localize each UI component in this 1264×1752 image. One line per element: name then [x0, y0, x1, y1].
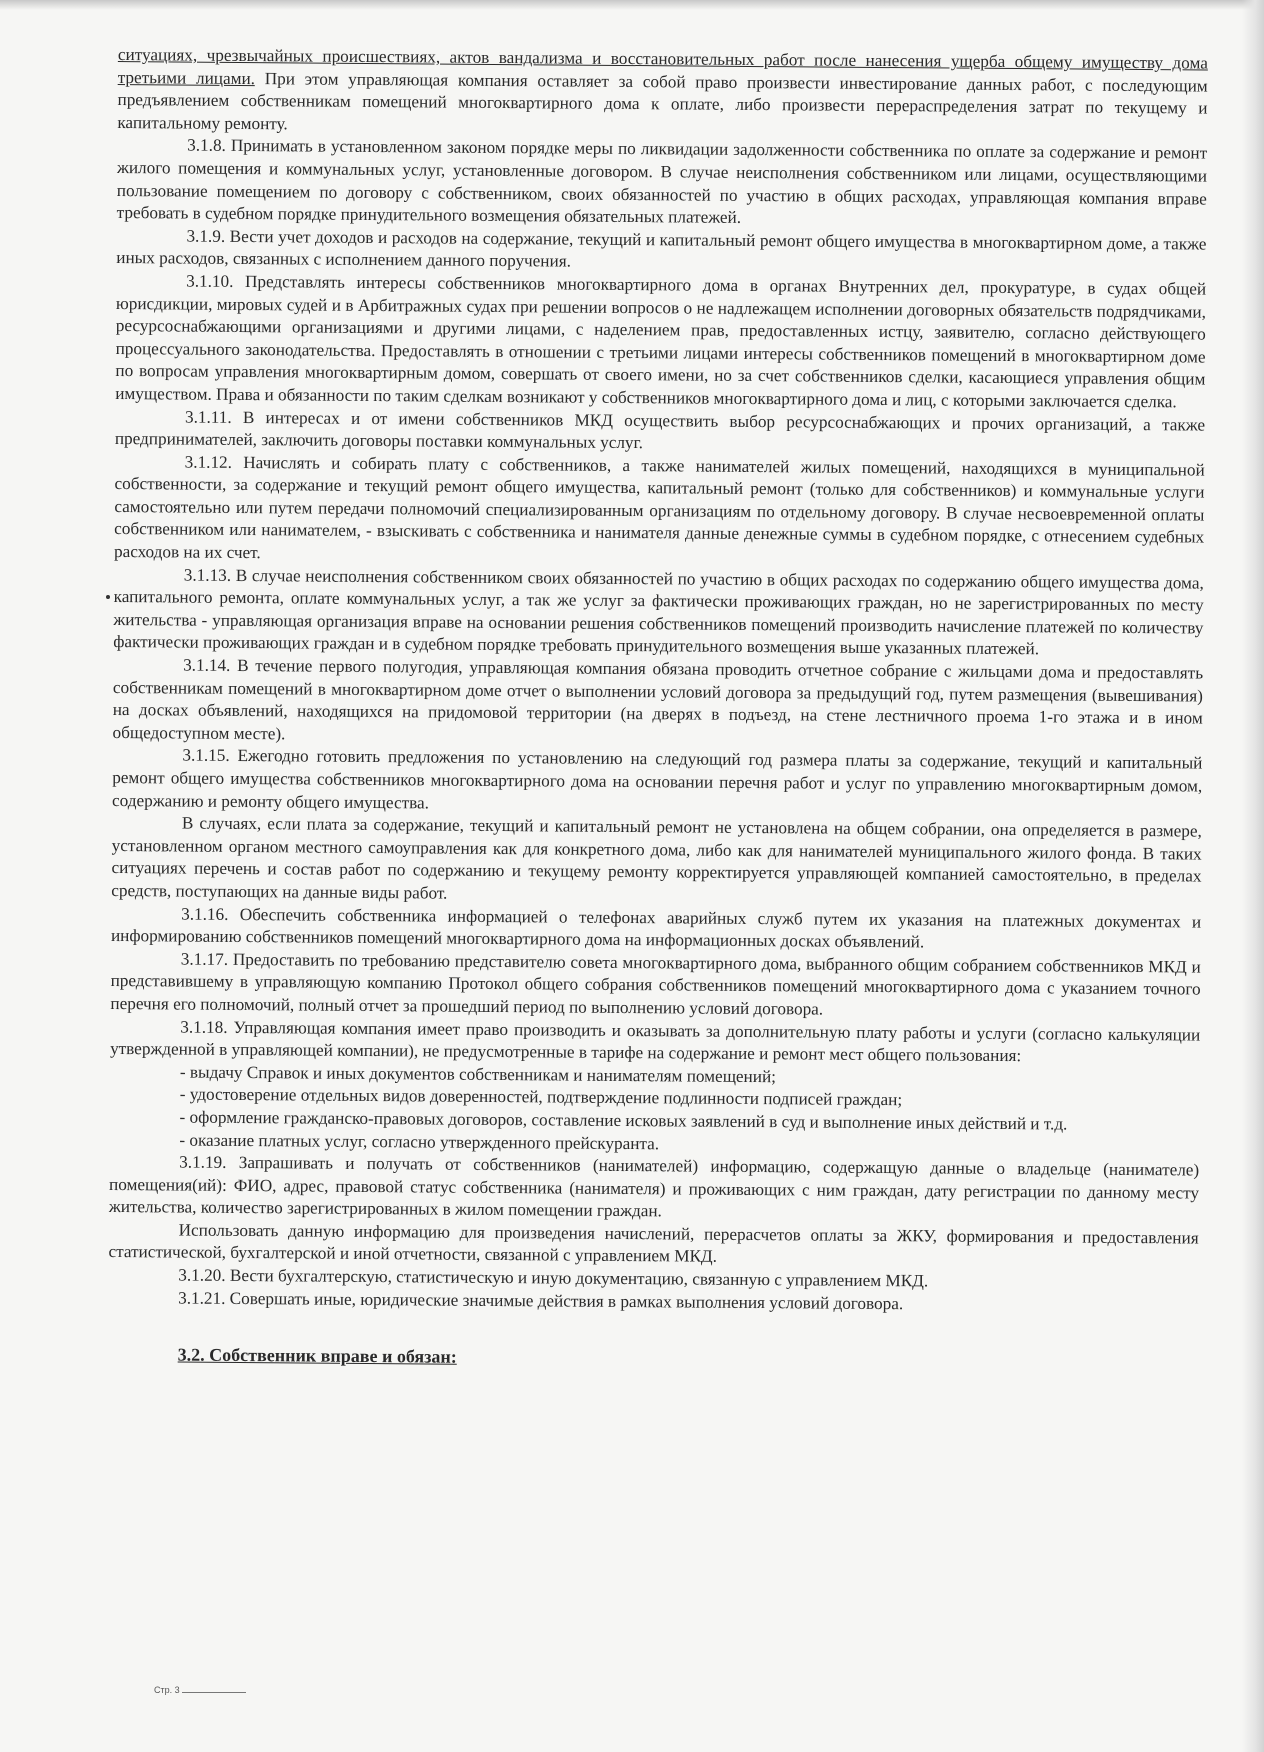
paragraph-continuation [117, 44, 1208, 143]
clause-3-1-16: 3.1.16. Обеспечить собственника информацией о телефонах аварийных служб путем их указания на платежных документах и информированию собственников помещений многоквартирного дома на информационных досках объявлений. [110, 904, 1202, 952]
clause-3-1-12: 3.1.12. Начислять и собирать плату с собственников, а также нанимателей жилых помещений, находящихся в муниципальной собственности, за содержание и текущий ремонт общего имущества, капитальный ремонт (только для собственников) и коммунальные услуги самостоятельно или путем передачи полномочий специализированным организациям по отдельному договору. В случае несвоевременной оплаты собственником или нанимателем, - взыскивать с собственника и нанимателя данные денежные суммы в судебном порядке, с отнесением судебных расходов на их счет. [113, 452, 1205, 563]
clause-3-1-19: 3.1.19. Запрашивать и получать от собственников (нанимателей) информацию, содержащую данные о владельце (нанимателе) помещения(ий): ФИО, адрес, правовой статус собственника (нанимателя) и проживающих с ним граждан, дату регистрации по данному месту жительства, количество зарегистрированных в жилом помещении граждан. [108, 1152, 1200, 1221]
page-number-blank-line [182, 1692, 246, 1693]
underlined-text: ситуациях, чрезвычайных происшествиях, актов вандализма и восстановительных работ после нанесения ущерба общему имуществу дома третьими лицами. [117, 44, 1208, 88]
page-fold-shadow [1242, 0, 1264, 1752]
list-item: - удостоверение отдельных видов доверенностей, подтверждение подлинности подписей граждан; [179, 1084, 903, 1110]
document-body [108, 44, 1208, 1374]
list-item: - выдачу Справок и иных документов собственникам и нанимателям помещений; [179, 1062, 777, 1086]
clause-3-1-13: 3.1.13. В случае неисполнения собственником своих обязанностей по участию в общих расходах по содержанию общего имущества дома, капитального ремонта, оплате коммунальных услуг, а так же услуг за фактически проживающих граждан, но не зарегистрированных по месту жительства - управляющая организация вправе на основании решения собственников помещений производить начисление платежей по количеству фактически проживающих граждан и в судебном порядке требовать принудительного возмещения выше указанных платежей. [113, 565, 1204, 659]
page-number-label: Стр. 3 [154, 1685, 180, 1695]
list-item: - оформление гражданско-правовых договоров, составление исковых заявлений в суд и выполнение иных действий и т.д. [179, 1107, 1068, 1134]
clause-3-1-9: 3.1.9. Вести учет доходов и расходов на содержание, текущий и капитальный ремонт общего имущества в многоквартирном доме, а также иных расходов, связанных с исполнением данного поручения. [116, 226, 1207, 271]
clause-3-1-10: 3.1.10. Представлять интересы собственников многоквартирного дома в органах Внутренних дел, прокуратуре, в судах общей юрисдикции, мировых судей и в Арбитражных судах при решении вопросов о не надлежащем исполнении договорных обязательств подрядчиками, ресурсоснабжающими организациями и другими лицами, с наделением прав, предоставленных истцу, заявителю, согласно действующего процессуального законодательства. Предоставлять в отношении с третьими лицами интересы собственников помещений в многоквартирном доме по вопросам управления многоквартирным домом, совершать от своего имени, но за счет собственников сделки, касающиеся управления общим имуществом. Права и обязанности по таким сделкам возникают у собственников многоквартирного дома и лиц, с которыми заключается сделка. [115, 271, 1207, 412]
clause-3-1-11: 3.1.11. В интересах и от имени собственников МКД осуществить выбор ресурсоснабжающих и прочих организаций, а также предпринимателей, заключить договоры поставки коммунальных услуг. [114, 407, 1206, 453]
clause-3-1-19-continued: Использовать данную информацию для произведения начислений, перерасчетов оплаты за ЖКУ, формирования и предоставления статистической, бухгалтерской и иной отчетности, связанной с управлением МКД. [108, 1220, 1199, 1267]
paragraph-text: При этом управляющая компания оставляет за собой право произвести инвестирование данных работ, с последующим предъявлением собственникам помещений многоквартирного дома к оплате, либо произвести перераспределения затрат по текущему и капитальному ремонту. [117, 68, 1208, 134]
clause-3-1-15-continued: В случаях, если плата за содержание, текущий и капитальный ремонт не установлена на общем собрании, она определяется в размере, установленном органом местного самоуправления как для конкретного дома, либо как для нанимателей муниципального жилого фонда. В таких ситуациях перечень и состав работ по содержанию и текущему ремонту корректируется управляющей компанией самостоятельно, в пределах средств, поступающих на данные виды работ. [111, 813, 1202, 903]
clause-3-1-17: 3.1.17. Предоставить по требованию представителю совета многоквартирного дома, выбранного общим собранием собственников МКД и представившему в управляющую компанию Протокол общего собрания собственников помещений многоквартирного дома с указанием точного перечня его полномочий, полный отчет за прошедший период по выполнению условий договора. [110, 949, 1201, 1019]
clause-3-1-14: 3.1.14. В течение первого полугодия, управляющая компания обязана проводить отчетное собрание с жильцами дома и предоставлять собственникам помещений в многоквартирном доме отчет о выполнении условий договора за предыдущий год, путем размещения (вывешивания) на досках объявлений, находящихся на придомовой территории (на дверях в подъезд, на стене лестничного проема 1-го этажа и в ином общедоступном месте). [112, 655, 1204, 744]
clause-3-1-15: 3.1.15. Ежегодно готовить предложения по установлению на следующий год размера платы за содержание, текущий и капитальный ремонт общего имущества собственников многоквартирного дома на основании перечня работ и услуг по управлению многоквартирным домом, содержанию и ремонту общего имущества. [111, 745, 1203, 813]
clause-3-1-21: 3.1.21. Совершать иные, юридические значимые действия в рамках выполнения условий договора. [178, 1288, 904, 1313]
scan-edge-shadow [0, 0, 1264, 10]
clause-3-1-8: 3.1.8. Принимать в установленном законом порядке меры по ликвидации задолженности собственника по оплате за содержание и ремонт жилого помещения и коммунальных услуг, установленные договором. В случае неисполнения собственником или лицами, осуществляющими пользование помещением по договору с собственником, своих обязанностей по участию в общих расходах, управляющая компания вправе требовать в судебном порядке принудительного возмещения обязательных платежей. [116, 135, 1208, 228]
list-item: - оказание платных услуг, согласно утвержденного прейскуранта. [179, 1130, 660, 1153]
clause-3-1-20: 3.1.20. Вести бухгалтерскую, статистическую и иную документацию, связанную с управлением МКД. [178, 1265, 929, 1291]
page-footer [154, 1685, 246, 1695]
ink-speck [106, 595, 110, 599]
clause-3-1-18: 3.1.18. Управляющая компания имеет право производить и оказывать за дополнительную плату работы и услуги (согласно калькуляции утвержденной в управляющей компании), не предусмотренные в тарифе на содержание и ремонт мест общего пользования: [110, 1017, 1201, 1066]
section-heading: 3.2. Собственник вправе и обязан: [177, 1344, 457, 1367]
